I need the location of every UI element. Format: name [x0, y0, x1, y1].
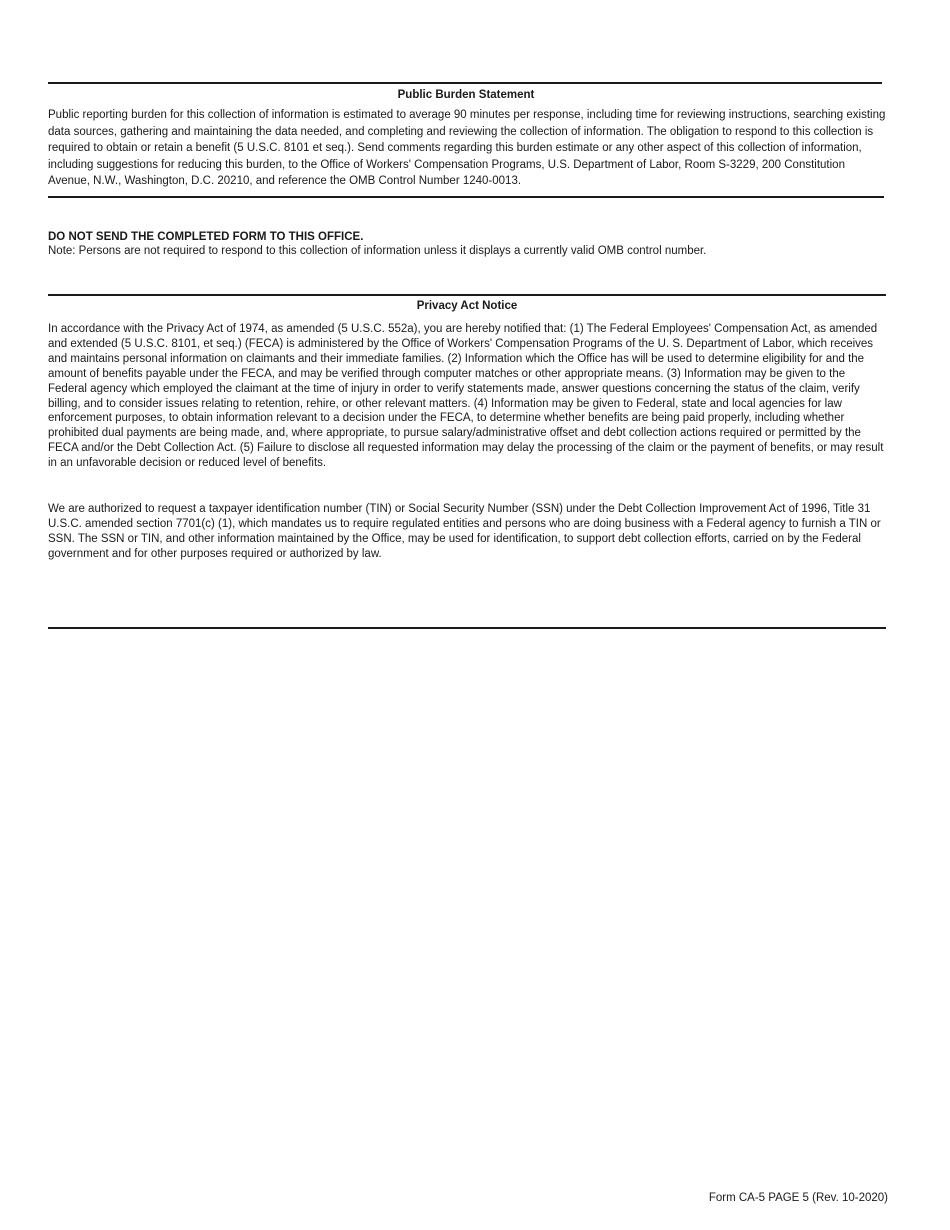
do-not-send-warning: DO NOT SEND THE COMPLETED FORM TO THIS OFFICE.	[48, 231, 364, 243]
burden-title: Public Burden Statement	[397, 89, 535, 101]
burden-bottom-rule	[48, 196, 884, 198]
burden-top-rule	[48, 82, 882, 84]
privacy-paragraph-2: We are authorized to request a taxpayer identification number (TIN) or Social Security Number (SSN) under the Debt Collection Improvement Act of 1996, Title 31 U.S.C. amended section 7701(c) (1), which mandates us to require regulated entities and persons who are doing business with a Federal agency to furnish a TIN or SSN. The SSN or TIN, and other information maintained by the Office, may be used for identification, to support debt collection efforts, carried on by the Federal government and for other purposes required or authorized by law.	[48, 503, 881, 560]
privacy-paragraph-1: In accordance with the Privacy Act of 1974, as amended (5 U.S.C. 552a), you are hereby notified that: (1) The Federal Employees' Compensation Act, as amended and extended (5 U.S.C. 8101, et seq.) (FECA) is administered by the Office of Workers' Compensation Programs of the U. S. Department of Labor, which receives and maintains personal information on claimants and their immediate families. (2) Information which the Office has will be used to determine eligibility for and the amount of benefits payable under the FECA, and may be verified through computer matches or other appropriate means. (3) Information may be given to the Federal agency which employed the claimant at the time of injury in order to verify statements made, answer questions concerning the status of the claim, verify billing, and to consider issues relating to retention, rehire, or other relevant matters. (4) Information may be given to Federal, state and local agencies for law enforcement purposes, to obtain information relevant to a decision under the FECA, to determine whether benefits are being paid properly, including whether prohibited dual payments are being made, and, where appropriate, to pursue salary/administrative offset and debt collection actions required or permitted by the FECA and/or the Debt Collection Act. (5) Failure to disclose all requested information may delay the processing of the claim or the payment of benefits, or may result in an unfavorable decision or reduced level of benefits.	[48, 323, 884, 470]
form-footer: Form CA-5 PAGE 5 (Rev. 10-2020)	[708, 1192, 888, 1204]
omb-note: Note: Persons are not required to respond to this collection of information unless it displays a currently valid OMB control number.	[48, 245, 707, 257]
privacy-bottom-rule	[48, 627, 886, 629]
privacy-title: Privacy Act Notice	[416, 300, 518, 312]
privacy-top-rule	[48, 294, 886, 296]
burden-body: Public reporting burden for this collection of information is estimated to average 90 minutes per response, including time for reviewing instructions, searching existing data sources, gathering and maintaining the data needed, and completing and reviewing the collection of information. The obligation to respond to this collection is required to obtain or retain a benefit (5 U.S.C. 8101 et seq.). Send comments regarding this burden estimate or any other aspect of this collection of information, including suggestions for reducing this burden, to the Office of Workers' Compensation Programs, U.S. Department of Labor, Room S-3229, 200 Constitution Avenue, N.W., Washington, D.C. 20210, and reference the OMB Control Number 1240-0013.	[48, 109, 886, 188]
